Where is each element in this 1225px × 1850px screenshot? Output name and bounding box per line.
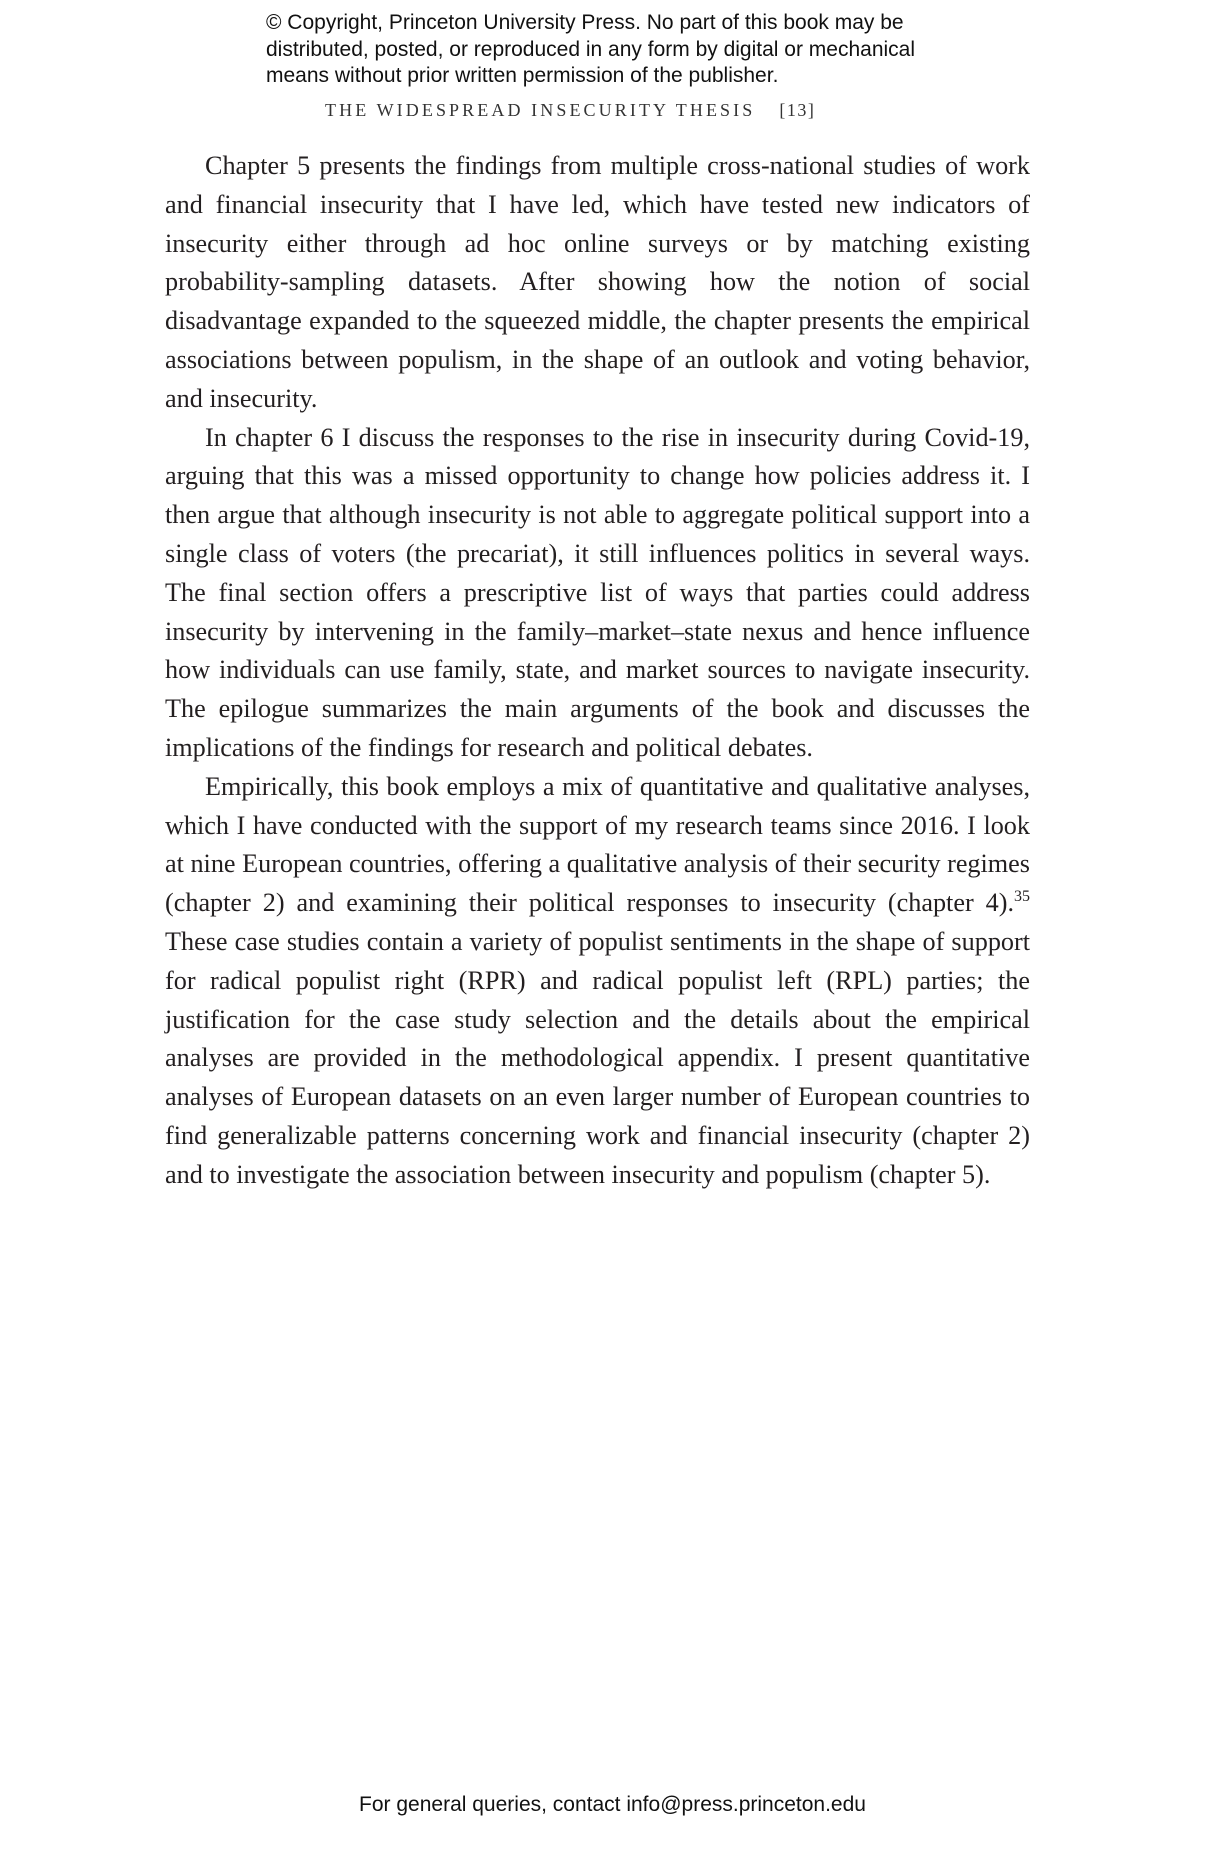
footer-contact: For general queries, contact info@press.princeton.edu <box>359 1793 866 1816</box>
footnote-marker[interactable]: 35 <box>1014 888 1030 906</box>
copyright-notice <box>266 10 1026 90</box>
copyright-line: means without prior written permission of the publisher. <box>266 64 779 87</box>
body-text <box>165 147 1030 1195</box>
paragraph-text: Empirically, this book employs a mix of quantitative and qualitative analyses, which I have conducted with the support of my research teams since 2016. I look at nine European countries, offering a qualitative analysis of their security regimes (chapter 2) and examining their political responses to insecurity (chapter 4). <box>165 771 1030 918</box>
copyright-line: © Copyright, Princeton University Press. No part of this book may be <box>266 11 904 34</box>
paragraph: In chapter 6 I discuss the responses to the rise in insecurity during Covid-19, arguing that this was a missed opportunity to change how policies address it. I then argue that although insecurity is not able to aggregate political support into a single class of voters (the precariat), it still influences politics in several ways. The final section offers a prescriptive list of ways that parties could address insecurity by intervening in the family–market–state nexus and hence influence how individuals can use family, state, and market sources to navigate insecurity. The epilogue summarizes the main arguments of the book and discusses the implications of the findings for research and political debates. <box>165 422 1030 762</box>
copyright-line: distributed, posted, or reproduced in any form by digital or mechanical <box>266 37 916 61</box>
running-head-title: THE WIDESPREAD INSECURITY THESIS <box>325 100 756 120</box>
running-head <box>325 100 815 121</box>
paragraph <box>165 768 1030 1195</box>
paragraph: Chapter 5 presents the findings from multiple cross-national studies of work and financial insecurity that I have led, which have tested new indicators of insecurity either through ad hoc online surveys or by matching existing probability-sampling datasets. After showing how the notion of social disadvantage expanded to the squeezed middle, the chapter presents the empirical associations between populism, in the shape of an outlook and voting behavior, and insecurity. <box>165 151 1030 413</box>
paragraph-text: These case studies contain a variety of populist sentiments in the shape of support for radical populist right (RPR) and radical populist left (RPL) parties; the justification for the case study selection and the details about the empirical analyses are provided in the methodological appendix. I present quantitative analyses of European datasets on an even larger number of European countries to find generalizable patterns concerning work and financial insecurity (chapter 2) and to investigate the association between insecurity and populism (chapter 5). <box>165 926 1030 1189</box>
page-number: [13] <box>779 100 816 120</box>
